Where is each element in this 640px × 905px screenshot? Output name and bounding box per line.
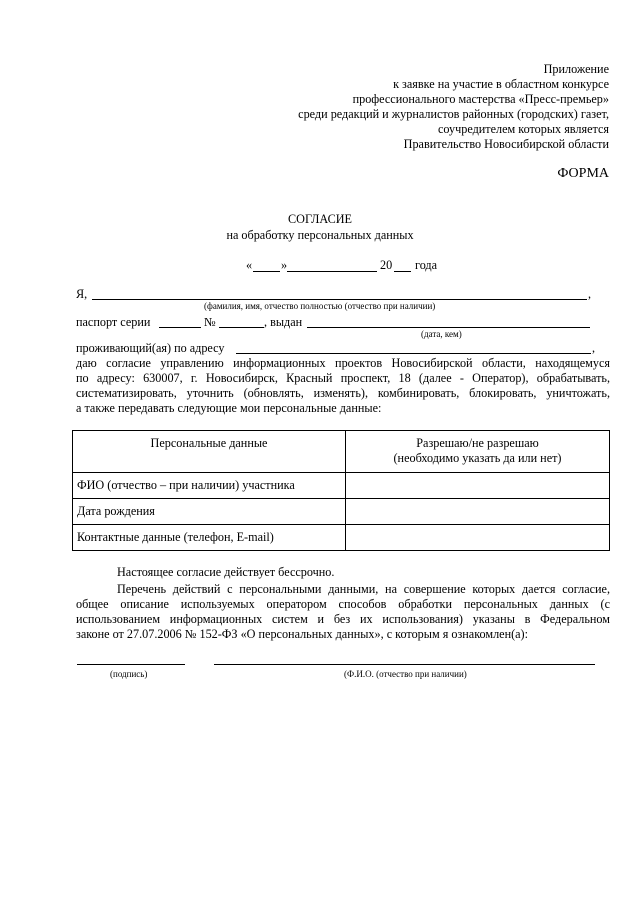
day-field[interactable] (253, 271, 280, 272)
year-prefix: 20 (380, 258, 393, 272)
header-line: соучредителем которых является (437, 122, 609, 136)
ya-label: Я, (76, 287, 88, 301)
year-field[interactable] (394, 271, 411, 272)
indefinite-statement: Настоящее согласие действует бессрочно. (117, 565, 335, 579)
header-personal-data: Персональные данные (150, 436, 268, 450)
issued-label: , выдан (264, 315, 303, 329)
fio-field[interactable] (92, 299, 587, 300)
body-line: систематизировать, уточнить (обновлять, изменять), комбинировать, блокировать, уничтожать, (76, 386, 610, 400)
table-cell (73, 473, 346, 499)
table-header-row (73, 431, 610, 473)
closing-line: использованием информационных систем и без их использования) указаны в Федеральном (76, 612, 610, 626)
header-permit: Разрешаю/не разрешаю (416, 436, 539, 450)
header-line: среди редакций и журналистов районных (городских) газет, (298, 107, 609, 121)
closing-line: общее описание используемых оператором способов обработки персональных данных (с (76, 597, 610, 611)
table-cell (73, 525, 346, 551)
table-row (73, 525, 610, 551)
signature-field[interactable] (77, 664, 185, 665)
close-quote: » (281, 258, 288, 272)
document-title: СОГЛАСИЕ (288, 212, 352, 226)
closing-line: законе от 27.07.2006 № 152-ФЗ «О персональных данных», с которым я ознакомлен(а): (76, 627, 529, 641)
personal-data-table (72, 430, 610, 551)
table-cell (73, 499, 346, 525)
passport-series-field[interactable] (159, 327, 201, 328)
permit-cell[interactable] (346, 473, 610, 499)
residing-label: проживающий(ая) по адресу (76, 341, 225, 355)
full-name-field[interactable] (214, 664, 595, 665)
table-header-cell (73, 431, 346, 473)
row-label: Контактные данные (телефон, E-mail) (77, 530, 274, 544)
issued-by-field[interactable] (307, 327, 590, 328)
year-suffix: года (415, 258, 438, 272)
body-line: даю согласие управлению информационных проектов Новосибирской области, находящемуся (76, 356, 610, 370)
issued-caption: (дата, кем) (421, 329, 462, 339)
month-field[interactable] (287, 271, 377, 272)
form-label: ФОРМА (557, 166, 609, 181)
passport-series-label: паспорт серии (76, 315, 151, 329)
header-line: Приложение (543, 62, 609, 76)
body-line: по адресу: 630007, г. Новосибирск, Красный проспект, 18 (далее - Оператор), обрабатывать, (76, 371, 610, 385)
header-line: к заявке на участие в областном конкурсе (393, 77, 609, 91)
table-header-cell (346, 431, 610, 473)
passport-number-field[interactable] (219, 327, 264, 328)
open-quote: « (246, 258, 253, 272)
permit-cell[interactable] (346, 525, 610, 551)
fio-caption: (фамилия, имя, отчество полностью (отчество при наличии) (204, 301, 436, 311)
header-line: Правительство Новосибирской области (403, 137, 609, 151)
signature-caption: (подпись) (110, 669, 148, 679)
row-label: ФИО (отчество – при наличии) участника (77, 478, 295, 492)
row-label: Дата рождения (77, 504, 155, 518)
permit-cell[interactable] (346, 499, 610, 525)
address-field[interactable] (236, 353, 591, 354)
header-line: профессионального мастерства «Пресс-премьер» (352, 92, 609, 106)
closing-line: Перечень действий с персональными данными, на совершение которых дается согласие, (117, 582, 610, 596)
fio-comma: , (588, 287, 592, 301)
table-row (73, 499, 610, 525)
header-permit-note: (необходимо указать да или нет) (393, 451, 562, 465)
document-subtitle: на обработку персональных данных (226, 228, 414, 242)
address-comma: , (592, 341, 596, 355)
passport-number-label: № (204, 315, 216, 329)
full-name-caption: (Ф.И.О. (отчество при наличии) (344, 669, 467, 679)
body-line: а также передавать следующие мои персональные данные: (76, 401, 382, 415)
table-row (73, 473, 610, 499)
